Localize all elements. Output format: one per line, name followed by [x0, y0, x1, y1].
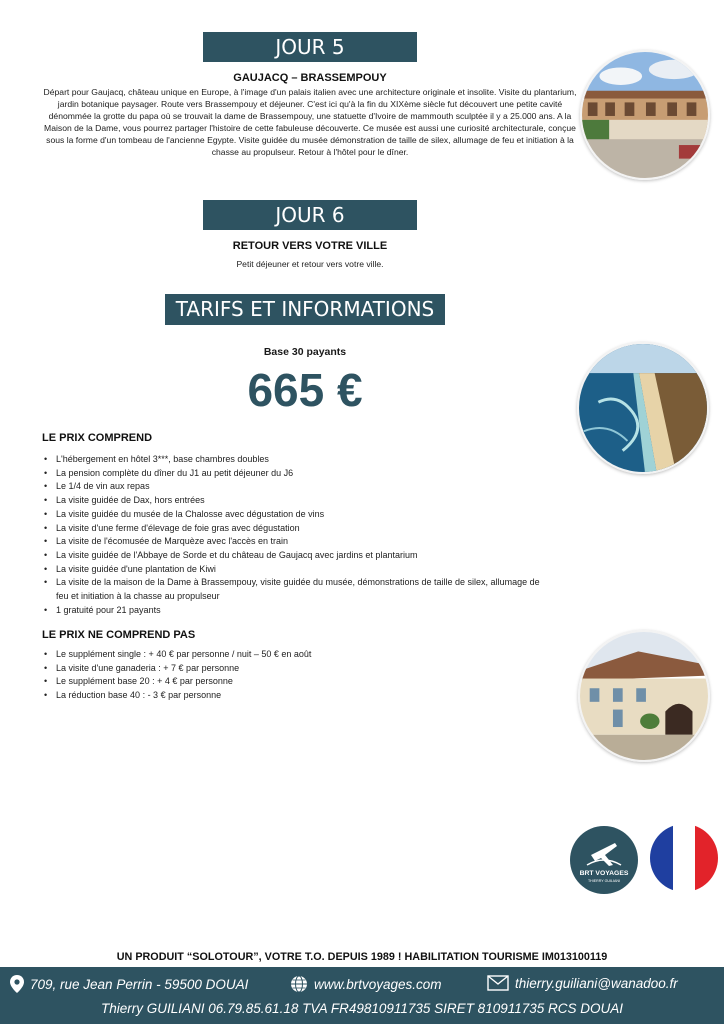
list-item: • La réduction base 40 : - 3 € par personne: [42, 689, 542, 703]
list-item: • Le supplément single : + 40 € par personne / nuit – 50 € en août: [42, 648, 542, 662]
list-item: • La visite guidée d'une plantation de Kiwi: [42, 563, 542, 577]
day5-description: Départ pour Gaujacq, château unique en Europe, à l'image d'un palais italien avec une architecture originale et insolite. Visite du plantarium, jardin botanique paysager. Route vers Brassempouy et déjeuner. C'est ici qu'à la fin du XIXème siècle fut découvert une petite cavité dénommée la grotte du papa où se trouvait la dame de Brassempouy, une statuette d'Ivoire de mammouth sculptée il y a 25.000 ans. A la Maison de la Dame, vous pourrez partager l'histoire de cette fabuleuse découverte. Ce musée est aussi une curiosité architecturale, conçue sous la forme d'un tombeau de l'ancienne Egypte. Visite guidée du musée démonstration de taille de silex, allumage de feu et initiation à la chasse au propulseur. Retour à l'hôtel pour le dîner.: [43, 87, 577, 158]
tagline: UN PRODUIT “SOLOTOUR”, VOTRE T.O. DEPUIS 1989 ! HABILITATION TOURISME IM013100119: [116, 951, 608, 963]
list-item: • Le 1/4 de vin aux repas: [42, 480, 542, 494]
globe-icon: [290, 975, 308, 993]
list-item: • La visite de l'écomusée de Marquèze avec l'accès en train: [42, 535, 542, 549]
tarifs-banner: [165, 294, 445, 325]
brt-voyages-logo: [569, 825, 639, 895]
website-link[interactable]: www.brtvoyages.com: [314, 976, 442, 992]
included-list: [42, 453, 542, 617]
footer-email[interactable]: [487, 975, 678, 991]
list-item: • La visite d'une ferme d'élevage de foie gras avec dégustation: [42, 522, 542, 536]
footer-address: [10, 975, 248, 993]
footer-website[interactable]: [290, 975, 442, 993]
list-item: • La pension complète du dîner du J1 au petit déjeuner du J6: [42, 467, 542, 481]
excluded-title: LE PRIX NE COMPREND PAS: [42, 629, 196, 641]
day5-title: GAUJACQ – BRASSEMPOUY: [233, 72, 387, 84]
coast-photo: [577, 342, 709, 474]
day5-banner: [203, 32, 417, 62]
mail-icon: [487, 975, 509, 991]
list-item: • La visite guidée de Dax, hors entrées: [42, 494, 542, 508]
logo-name: BRT VOYAGES: [579, 870, 629, 877]
day6-title: RETOUR VERS VOTRE VILLE: [232, 240, 388, 252]
house-photo: [578, 630, 710, 762]
list-item: • La visite d'une ganaderia : + 7 € par personne: [42, 662, 542, 676]
list-item: • Le supplément base 20 : + 4 € par personne: [42, 675, 542, 689]
day6-banner-label: JOUR 6: [275, 203, 345, 227]
footer: [0, 967, 724, 1024]
list-item: • La visite guidée du musée de la Chalosse avec dégustation de vins: [42, 508, 542, 522]
address-text: 709, rue Jean Perrin - 59500 DOUAI: [30, 976, 249, 992]
logo-sub: THIERRY GUILIANI: [587, 879, 621, 883]
day5-banner-label: JOUR 5: [275, 35, 345, 59]
list-item: • 1 gratuité pour 21 payants: [42, 604, 542, 618]
day6-banner: [203, 200, 417, 230]
included-title: LE PRIX COMPREND: [42, 432, 153, 444]
price: 665 €: [247, 364, 363, 416]
tarifs-banner-label: TARIFS ET INFORMATIONS: [175, 297, 435, 321]
excluded-list: [42, 648, 542, 703]
location-pin-icon: [10, 975, 24, 993]
village-photo: [580, 50, 710, 180]
list-item: • L'hébergement en hôtel 3***, base chambres doubles: [42, 453, 542, 467]
base-label: Base 30 payants: [263, 346, 347, 358]
day6-description: Petit déjeuner et retour vers votre ville.: [236, 259, 384, 269]
email-link[interactable]: thierry.guiliani@wanadoo.fr: [515, 975, 678, 991]
list-item: • La visite de la maison de la Dame à Brassempouy, visite guidée du musée, démonstrations de taille de silex, allumage de feu et initiation à la chasse au propulseur: [42, 576, 542, 603]
list-item: • La visite guidée de l'Abbaye de Sorde et du château de Gaujacq avec jardins et plantarium: [42, 549, 542, 563]
footer-legal: Thierry GUILIANI 06.79.85.61.18 TVA FR49810911735 SIRET 810911735 RCS DOUAI: [100, 1001, 624, 1016]
france-flag: [649, 823, 719, 893]
